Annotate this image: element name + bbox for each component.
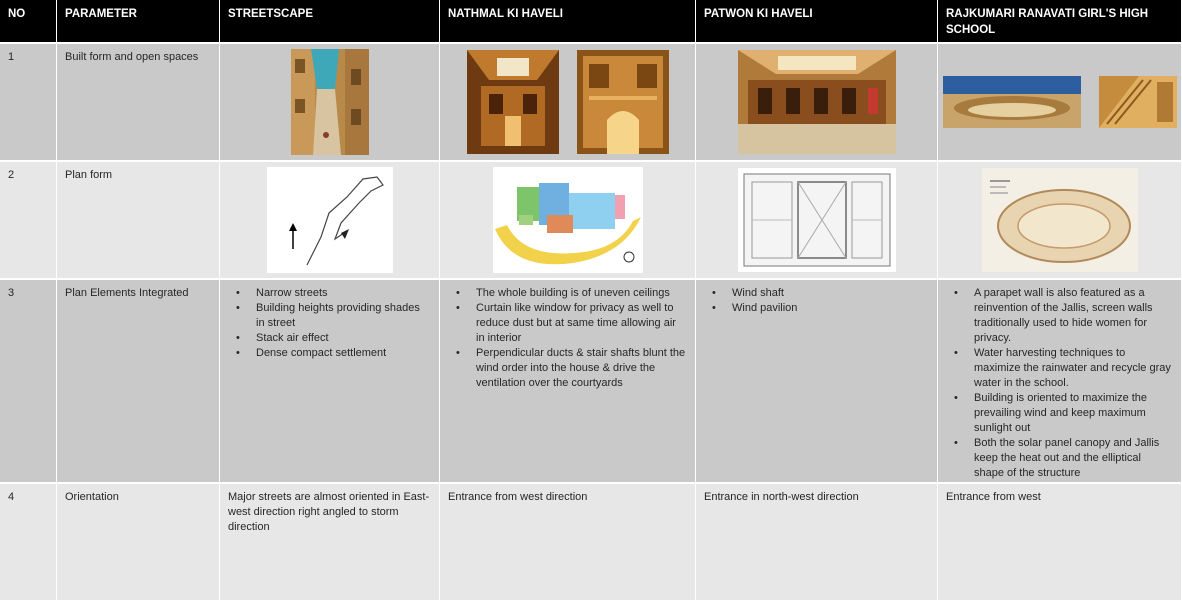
list-item: • Wind shaft [712, 286, 929, 301]
row2-parameter: Plan form [57, 162, 220, 280]
patwon-plan [738, 168, 896, 272]
row1-no: 1 [0, 44, 57, 162]
row2-no: 2 [0, 162, 57, 280]
list-item: • The whole building is of uneven ceilings [456, 286, 687, 301]
row1-nathmal [440, 44, 696, 162]
list-item: • Both the solar panel canopy and Jallis keep the heat out and the elliptical shape of the structure [954, 436, 1173, 481]
nathmal-interior-photo [577, 50, 669, 154]
row3-school [938, 280, 1182, 484]
row1-school [938, 44, 1182, 162]
header-streetscape: STREETSCAPE [220, 0, 440, 44]
patwon-courtyard-photo [738, 50, 896, 154]
list-item: • Building is oriented to maximize the prevailing wind and keep maximum sunlight out [954, 391, 1173, 436]
header-parameter: PARAMETER [57, 0, 220, 44]
header-no: NO [0, 0, 57, 44]
streetscape-photo [291, 49, 369, 155]
school-exterior-photo [943, 76, 1081, 128]
row3-patwon [696, 280, 938, 484]
row1-patwon [696, 44, 938, 162]
row4-streetscape: Major streets are almost oriented in East-west direction right angled to storm direction [220, 484, 440, 602]
school-elements-list [946, 286, 1173, 481]
list-item: • Curtain like window for privacy as well to reduce dust but at same time allowing air in interior [456, 301, 687, 346]
row2-streetscape [220, 162, 440, 280]
row2-school [938, 162, 1182, 280]
list-item: • Stack air effect [236, 331, 431, 346]
patwon-elements-list [704, 286, 929, 316]
row1-parameter: Built form and open spaces [57, 44, 220, 162]
row3-no: 3 [0, 280, 57, 484]
streetscape-elements-list [228, 286, 431, 361]
list-item: • Building heights providing shades in street [236, 301, 431, 331]
row2-nathmal [440, 162, 696, 280]
row3-parameter: Plan Elements Integrated [57, 280, 220, 484]
row3-streetscape [220, 280, 440, 484]
list-item: • Wind pavilion [712, 301, 929, 316]
nathmal-courtyard-photo [467, 50, 559, 154]
row4-nathmal: Entrance from west direction [440, 484, 696, 602]
row4-patwon: Entrance in north-west direction [696, 484, 938, 602]
list-item: • Narrow streets [236, 286, 431, 301]
list-item: • Perpendicular ducts & stair shafts blunt the wind order into the house & drive the ventilation over the courtyards [456, 346, 687, 391]
row4-no: 4 [0, 484, 57, 602]
row4-parameter: Orientation [57, 484, 220, 602]
nathmal-elements-list [448, 286, 687, 391]
header-patwon-ki-haveli: PATWON KI HAVELI [696, 0, 938, 44]
school-interior-photo [1099, 76, 1177, 128]
nathmal-plan [493, 167, 643, 273]
header-school: RAJKUMARI RANAVATI GIRL'S HIGH SCHOOL [938, 0, 1182, 44]
streetscape-map [267, 167, 393, 273]
list-item: • Dense compact settlement [236, 346, 431, 361]
row1-streetscape [220, 44, 440, 162]
list-item: • Water harvesting techniques to maximize the rainwater and recycle gray water in the school. [954, 346, 1173, 391]
row4-school: Entrance from west [938, 484, 1182, 602]
school-plan [982, 168, 1138, 272]
list-item: • A parapet wall is also featured as a reinvention of the Jallis, screen walls traditionally used to hide women for privacy. [954, 286, 1173, 346]
row2-patwon [696, 162, 938, 280]
row3-nathmal [440, 280, 696, 484]
header-nathmal-ki-haveli: NATHMAL KI HAVELI [440, 0, 696, 44]
